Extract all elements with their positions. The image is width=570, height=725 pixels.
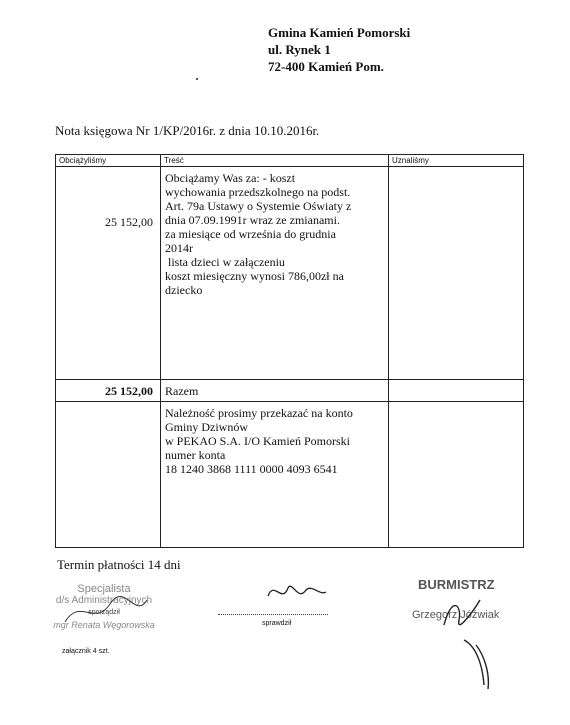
address-line-2: ul. Rynek 1 xyxy=(268,42,331,57)
address-line-1: Gmina Kamień Pomorski xyxy=(268,25,411,40)
total-label: Razem xyxy=(165,384,199,398)
content-line: Art. 79a Ustawy o Systemie Oświaty z xyxy=(165,199,352,213)
mayor-name: Grzegorz Jóźwiak xyxy=(412,609,500,621)
payment-line: w PEKAO S.A. I/O Kamień Pomorski xyxy=(165,434,350,448)
table-header-row xyxy=(56,155,524,167)
stamp-line: d/s Administracyjnych xyxy=(55,595,153,606)
total-label-cell xyxy=(161,380,389,402)
payment-line: Należność prosimy przekazać na konto xyxy=(165,406,353,420)
content-line: dziecko xyxy=(165,283,203,297)
payment-info-cell xyxy=(161,402,389,548)
header-credited: Uznaliśmy xyxy=(389,155,524,167)
note-title: Nota księgowa Nr 1/KP/2016r. z dnia 10.10.2016r. xyxy=(55,123,320,138)
header-content: Treść xyxy=(161,155,389,167)
specialist-signature-icon xyxy=(55,592,155,632)
table-row xyxy=(56,167,524,380)
payment-line: Gminy Dziwnów xyxy=(165,420,248,434)
content-line: dnia 07.09.1991r wraz ze zmianami. xyxy=(165,213,340,227)
header-debited: Obciążyliśmy xyxy=(56,155,161,167)
content-line: koszt miesięczny wynosi 786,00zł na xyxy=(165,269,344,283)
payment-line: numer konta xyxy=(165,448,226,462)
total-amount-cell xyxy=(56,380,161,402)
stamp-line: Specjalista xyxy=(77,583,131,595)
accounting-note-table xyxy=(55,154,524,548)
checker-signature-icon xyxy=(262,574,332,610)
checked-by-label: sprawdził xyxy=(262,620,292,627)
stamp-line: mgr Renata Węgorowska xyxy=(53,620,155,630)
account-number: 18 1240 3868 1111 0000 4093 6541 xyxy=(165,462,338,476)
content-line: za miesiące od września do grudnia xyxy=(165,227,336,241)
content-line: wychowania przedszkolnego na podst. xyxy=(165,185,351,199)
content-line: lista dzieci w załączeniu xyxy=(165,255,285,269)
mayor-title: BURMISTRZ xyxy=(418,577,495,592)
table-row-total xyxy=(56,380,524,402)
table-row-payment xyxy=(56,402,524,548)
credit-cell xyxy=(389,402,524,548)
total-amount: 25 152,00 xyxy=(105,384,153,398)
empty-cell xyxy=(56,402,161,548)
scan-speck xyxy=(196,78,198,80)
address-line-3: 72-400 Kamień Pom. xyxy=(268,59,384,74)
signature-line xyxy=(218,614,328,615)
credit-cell xyxy=(389,380,524,402)
debit-amount-cell xyxy=(56,167,161,380)
debit-amount: 25 152,00 xyxy=(105,215,153,229)
payment-deadline: Termin płatności 14 dni xyxy=(57,557,181,572)
content-line: 2014r xyxy=(165,241,193,255)
content-line: Obciążamy Was za: - koszt xyxy=(165,171,296,185)
attachments-note: załącznik 4 szt. xyxy=(62,648,110,655)
mayor-signature-icon xyxy=(404,585,524,695)
credit-cell xyxy=(389,167,524,380)
recipient-address xyxy=(268,24,410,75)
content-cell xyxy=(161,167,389,380)
stamp-line: sporządził xyxy=(88,609,120,616)
